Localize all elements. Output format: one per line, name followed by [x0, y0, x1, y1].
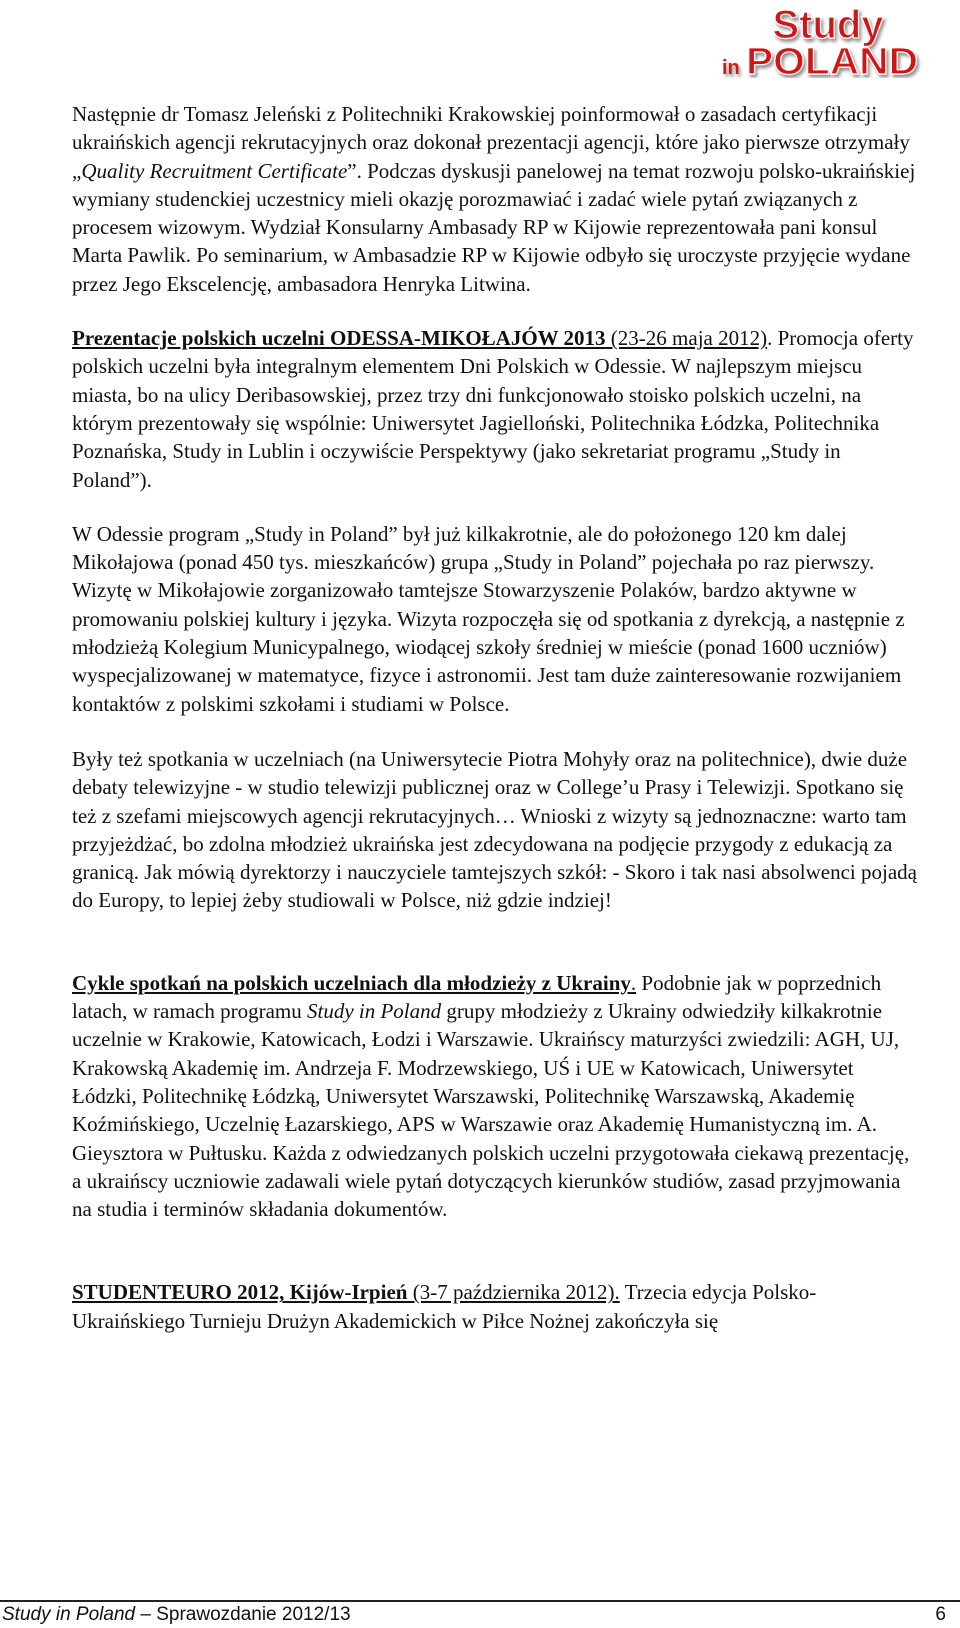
- paragraph-meetings: Były też spotkania w uczelniach (na Uniwersytecie Piotra Mohyły oraz na politechnice), dwie duże debaty telewizyjne - w studio telewizji publicznej oraz w College’u Prasy i Telewizji. Spotkano się też z szefami miejscowych agencji rekrutacyjnych… Wnioski z wizyty są jednoznaczne: warto tam przyjeżdżać, bo zdolna młodzież ukraińska jest zdecydowana na podjęcie przygody z edukacją za granicą. Jak mówią dyrektorzy i nauczyciele tamtejszych szkół: - Skoro i tak nasi absolwenci pojadą do Europy, to lepiej żeby studiowali w Polsce, niż gdzie indziej!: [72, 746, 917, 913]
- report-body: [72, 100, 922, 1335]
- paragraph-certification: [72, 100, 922, 298]
- paragraph-university-visits: [72, 969, 922, 1224]
- footer-title: Study in Poland – Sprawozdanie 2012/13: [2, 1604, 351, 1625]
- paragraph-text: Podobnie jak w poprzednich latach, w ramach programu: [72, 970, 882, 1024]
- certificate-name: Quality Recruitment Certificate: [81, 158, 348, 183]
- section-heading-visits: Cykle spotkań na polskich uczelniach dla młodzieży z Ukrainy.: [72, 970, 637, 995]
- paragraph-odessa: [72, 324, 922, 494]
- study-in-poland-logo: [716, 2, 926, 78]
- paragraph-text: grupy młodzieży z Ukrainy odwiedziły kilkakrotnie uczelnie w Krakowie, Katowicach, Łodzi i Warszawie. Ukraińscy maturzyści zwiedzili: AGH, UJ, Krakowską Akademię im. Andrzeja F. Modrzewskiego, UŚ i UE w Katowicach, Uniwersytet Łódzki, Politechnikę Łódzką, Uniwersytet Warszawski, Politechnikę Warszawską, Akademię Koźmińskiego, Uczelnię Łazarskiego, APS w Warszawie oraz Akademię Humanistyczną im. A. Gieysztora w Pułtusku. Każda z odwiedzanych polskich uczelni przygotowała ciekawą prezentację, a ukraińscy uczniowie zadawali wiele pytań dotyczących kierunków studiów, zasad przyjmowania na studia i terminów składania dokumentów.: [72, 999, 910, 1222]
- logo-study-text: Study: [772, 3, 884, 47]
- logo-poland-text: POLAND: [746, 41, 918, 78]
- logo-in-text: in: [722, 57, 740, 78]
- paragraph-text: Trzecia edycja Polsko-Ukraińskiego Turnieju Drużyn Akademickich w Piłce Nożnej zakończyła się: [72, 1280, 817, 1333]
- section-heading-studenteuro: STUDENTEURO 2012, Kijów-Irpień (3-7 października 2012).: [72, 1280, 620, 1305]
- page-number: 6: [935, 1604, 946, 1625]
- paragraph-text: Następnie dr Tomasz Jeleński z Politechniki Krakowskiej poinformował o zasadach certyfikacji ukraińskich agencji rekrutacyjnych oraz dokonał prezentacji agencji, które jako pierwsze otrzymały „: [72, 102, 910, 183]
- paragraph-mikolajow: W Odessie program „Study in Poland” był już kilkakrotnie, ale do położonego 120 km dalej Mikołajowa (ponad 450 tys. mieszkańców) grupa „Study in Poland” pojechała po raz pierwszy. Wizytę w Mikołajowie zorganizowało tamtejsze Stowarzyszenie Polaków, bardzo aktywne w promowaniu polskiej kultury i języka. Wizyta rozpoczęła się od spotkania z dyrekcją, a następnie z młodzieżą Kolegium Municypalnego, wiodącej szkoły średniej w mieście (ponad 1600 uczniów) wyspecjalizowanej w matematyce, fizyce i astronomii. Jest tam duże zainteresowanie rozwijaniem kontaktów z polskimi szkołami i studiami w Polsce.: [72, 521, 905, 716]
- paragraph-text: ”. Podczas dyskusji panelowej na temat rozwoju polsko-ukraińskiej wymiany studenckiej uczestnicy mieli okazję porozmawiać i zadać wiele pytań związanych z procesem wizowym. Wydział Konsularny Ambasady RP w Kijowie reprezentowała pani konsul Marta Pawlik. Po seminarium, w Ambasadzie RP w Kijowie odbyło się uroczyste przyjęcie wydane przez Jego Ekscelencję, ambasadora Henryka Litwina.: [72, 158, 916, 296]
- program-name: Study in Poland: [306, 999, 442, 1024]
- paragraph-text: . Promocja oferty polskich uczelni była integralnym elementem Dni Polskich w Odessie. W najlepszym miejscu miasta, bo na ulicy Deribasowskiej, przez trzy dni funkcjonowało stoisko polskich uczelni, na którym prezentowały się wspólnie: Uniwersytet Jagielloński, Politechnika Łódzka, Politechnika Poznańska, Study in Lublin i oczywiście Perspektywy (jako sekretariat programu „Study in Poland”).: [72, 326, 914, 492]
- footer-divider: [0, 1600, 960, 1602]
- section-heading-odessa: Prezentacje polskich uczelni ODESSA-MIKOŁAJÓW 2013 (23-26 maja 2012): [72, 326, 768, 351]
- paragraph-studenteuro: [72, 1278, 922, 1335]
